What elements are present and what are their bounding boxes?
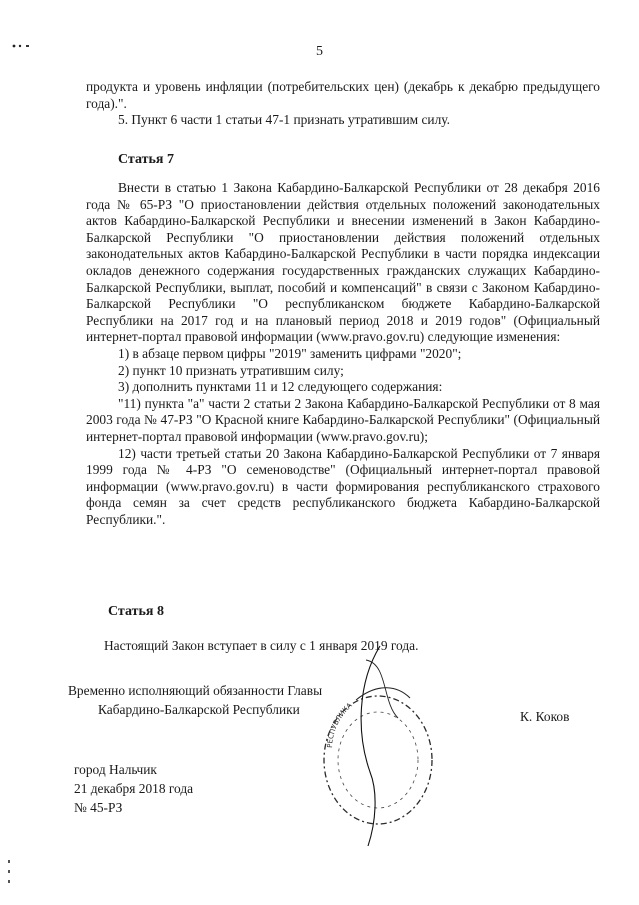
- continuation-text: продукта и уровень инфляции (потребительских цен) (декабрь к декабрю предыдущего года).".: [86, 79, 600, 111]
- svg-text:РЕСПУБЛИКА: [326, 701, 354, 748]
- article-7-intro: Внести в статью 1 Закона Кабардино-Балкарской Республики от 28 декабря 2016 года № 65-РЗ "О приостановлении действия отдельных положений законодательных актов Кабардино-Балкарской Республики и внесении изменений в Закон Кабардино-Балкарской Республики "О приостановлении действия положений отдельных законодательных актов Кабардино-Балкарской Республики в части порядка индексации окладов денежного содержания государственных гражданских служащих Кабардино-Балкарской Республики, выплат, пособий и компенсаций" в связи с Законом Кабардино-Балкарской Республики "О республиканском бюджете Кабардино-Балкарской Республики на 2017 год и на плановый период 2018 и 2019 годов" (Официальный интернет-портал правовой информации (www.pravo.gov.ru) следующие изменения:: [86, 180, 600, 345]
- signatory-name: К. Коков: [520, 709, 570, 724]
- article-7-heading: Статья 7: [118, 152, 174, 167]
- law-number: № 45-РЗ: [74, 800, 123, 815]
- page-number: 5: [316, 44, 323, 59]
- article-8-heading: Статья 8: [108, 604, 164, 619]
- signatory-role-line: Временно исполняющий обязанности Главы: [68, 683, 323, 698]
- place-and-date: [74, 760, 193, 817]
- article-7-body: [86, 180, 600, 528]
- article-7-item: 1) в абзаце первом цифры "2019" заменить цифрами "2020";: [118, 345, 462, 361]
- official-stamp: [318, 642, 436, 852]
- continuation-paragraph: [86, 79, 600, 129]
- article-7-item: 3) дополнить пунктами 11 и 12 следующего содержания:: [118, 379, 443, 395]
- article-7-item: 12) части третьей статьи 20 Закона Кабардино-Балкарской Республики от 7 января 1999 года № 4-РЗ "О семеноводстве" (Официальный интернет-портал правовой информации (www.pravo.gov.ru) в части формирования республиканского страхового фонда семян за счет средств республиканского бюджета Кабардино-Балкарской Республики.".: [86, 445, 600, 527]
- stamp-text: РЕСПУБЛИКА: [325, 701, 354, 749]
- city: город Нальчик: [74, 762, 157, 777]
- article-7-item: 2) пункт 10 признать утратившим силу;: [118, 362, 344, 378]
- signatory-role-line: Кабардино-Балкарской Республики: [98, 702, 300, 717]
- signatory-role: [68, 681, 322, 719]
- date: 21 декабря 2018 года: [74, 781, 194, 796]
- article-8-text: Настоящий Закон вступает в силу с 1 января 2019 года.: [104, 638, 419, 653]
- article-7-item: "11) пункта "а" части 2 статьи 2 Закона Кабардино-Балкарской Республики от 8 мая 2003 года № 47-РЗ "О Красной книге Кабардино-Балкарской Республики" (Официальный интернет-портал правовой информации (www.pravo.gov.ru);: [86, 395, 600, 444]
- point-5-text: 5. Пункт 6 части 1 статьи 47-1 признать утратившим силу.: [118, 112, 450, 128]
